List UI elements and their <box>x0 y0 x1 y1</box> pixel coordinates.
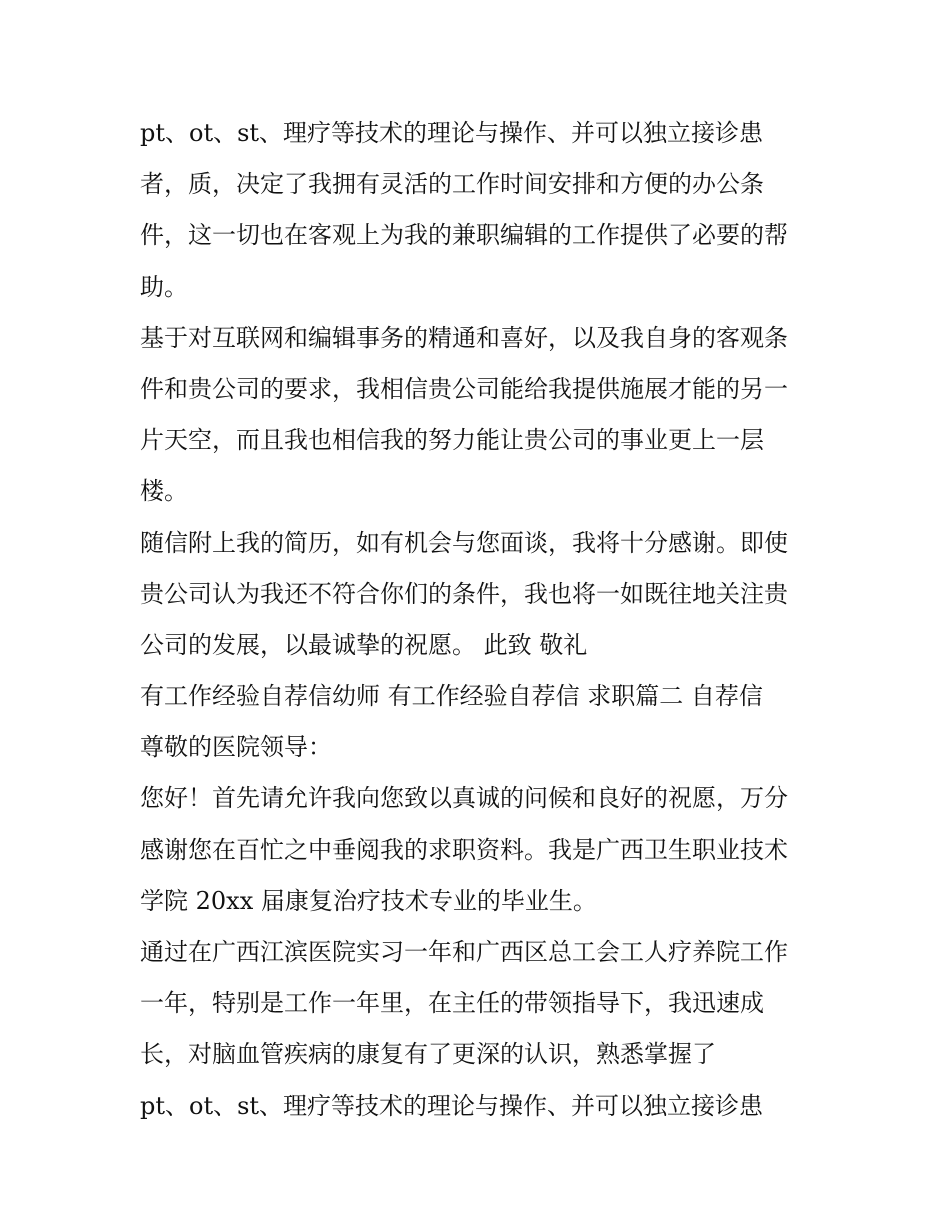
text-line: 随信附上我的简历，如有机会与您面谈，我将十分感谢。即使 <box>140 528 788 557</box>
text-line: 贵公司认为我还不符合你们的条件，我也将一如既往地关注贵 <box>140 579 788 608</box>
text-line: 基于对互联网和编辑事务的精通和喜好，以及我自身的客观条 <box>140 323 788 352</box>
text-line: 助。 <box>140 272 188 301</box>
text-line: 通过在广西江滨医院实习一年和广西区总工会工人疗养院工作 <box>140 938 788 966</box>
text-line: 公司的发展，以最诚挚的祝愿。 此致 敬礼 <box>140 630 588 659</box>
body-text <box>140 108 830 1132</box>
text-line: 者，质，决定了我拥有灵活的工作时间安排和方便的办公条 <box>140 170 764 199</box>
text-line: pt、ot、st、理疗等技术的理论与操作、并可以独立接诊患 <box>140 119 764 147</box>
text-line: 学院 20xx 届康复治疗技术专业的毕业生。 <box>140 886 597 915</box>
text-line: 一年，特别是工作一年里，在主任的带领指导下，我迅速成 <box>140 989 764 1018</box>
text-line: 有工作经验自荐信幼师 有工作经验自荐信 求职篇二 自荐信 <box>140 682 763 711</box>
text-line: 长，对脑血管疾病的康复有了更深的认识，熟悉掌握了 <box>140 1040 716 1069</box>
text-line: 感谢您在百忙之中垂阅我的求职资料。我是广西卫生职业技术 <box>140 835 788 864</box>
text-line: 您好！首先请允许我向您致以真诚的问候和良好的祝愿，万分 <box>140 784 788 813</box>
text-line: 片天空，而且我也相信我的努力能让贵公司的事业更上一层 <box>140 426 764 455</box>
text-line: 尊敬的医院领导： <box>140 733 332 762</box>
text-line: 件和贵公司的要求，我相信贵公司能给我提供施展才能的另一 <box>140 374 788 403</box>
text-line: pt、ot、st、理疗等技术的理论与操作、并可以独立接诊患 <box>140 1091 764 1120</box>
text-line: 楼。 <box>140 477 188 506</box>
text-line: 件，这一切也在客观上为我的兼职编辑的工作提供了必要的帮 <box>140 221 788 250</box>
